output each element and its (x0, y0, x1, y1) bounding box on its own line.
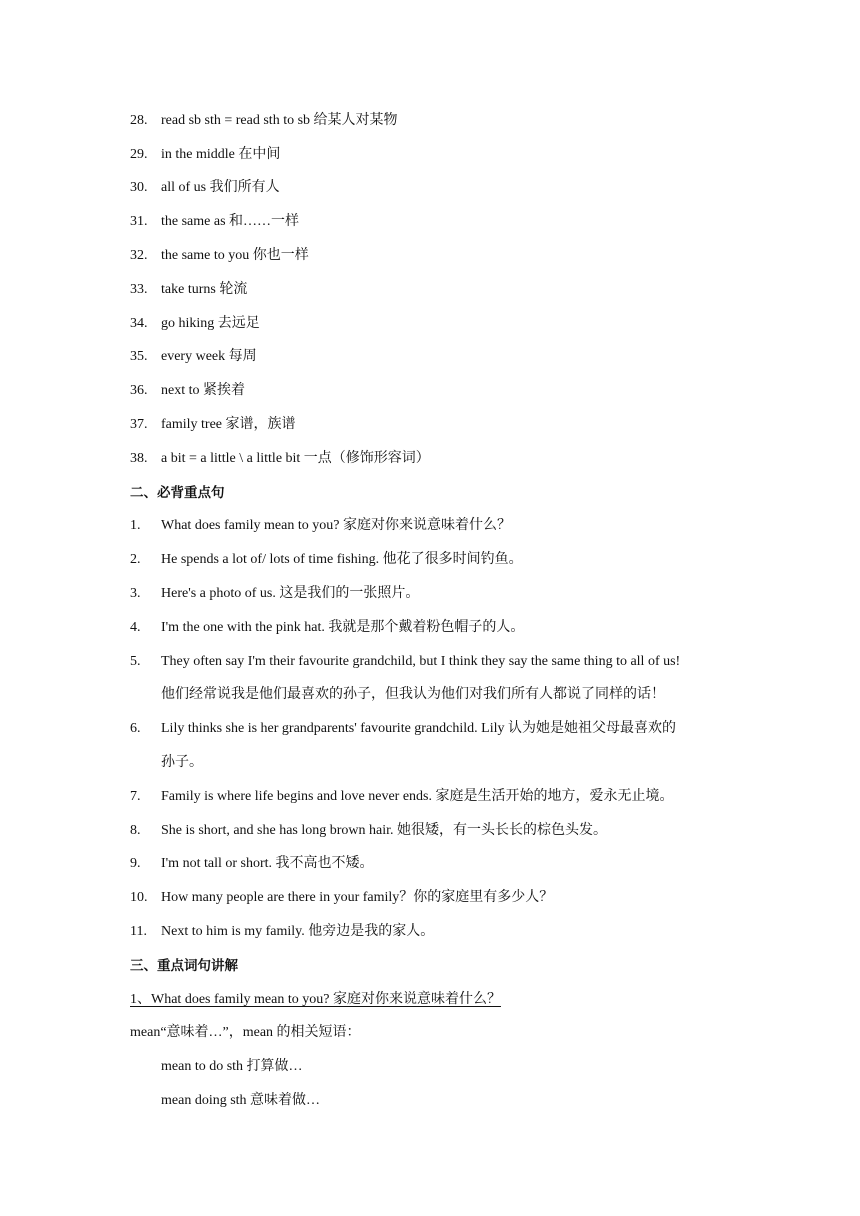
list-item (0, 617, 860, 639)
item-text: all of us 我们所有人 (161, 180, 280, 195)
item-number: 9. (130, 856, 141, 871)
item-text: How many people are there in your family？你的家庭里有多少人？ (161, 890, 554, 905)
item-text: I'm the one with the pink hat. 我就是那个戴着粉色帽子的人。 (161, 620, 525, 635)
phrase-line: mean to do sth 打算做… (161, 1059, 303, 1074)
item-number: 36. (130, 383, 148, 398)
item-number: 30. (130, 180, 148, 195)
item-number: 11. (130, 924, 147, 939)
item-number: 31. (130, 214, 148, 229)
list-item (0, 313, 860, 335)
list-item (0, 820, 860, 842)
list-item (0, 211, 860, 233)
item-text: He spends a lot of/ lots of time fishing. 他花了很多时间钓鱼。 (161, 552, 523, 567)
list-item (0, 1090, 860, 1112)
item-number: 10. (130, 890, 148, 905)
item-number: 2. (130, 552, 141, 567)
list-item (0, 887, 860, 909)
list-item (0, 245, 860, 267)
item-number: 32. (130, 248, 148, 263)
item-text: Lily thinks she is her grandparents' favourite grandchild. Lily 认为她是她祖父母最喜欢的 (161, 721, 676, 736)
item-text: next to 紧挨着 (161, 383, 245, 398)
item-number: 35. (130, 349, 148, 364)
item-number: 5. (130, 654, 141, 669)
list-item (0, 177, 860, 199)
item-number: 1. (130, 518, 141, 533)
item-text: 孙子。 (161, 755, 203, 770)
list-item (0, 718, 860, 740)
item-text: They often say I'm their favourite grandchild, but I think they say the same thing to all of us! (161, 654, 681, 669)
list-item (0, 110, 860, 132)
list-item (0, 853, 860, 875)
list-item (0, 1056, 860, 1078)
list-item (0, 144, 860, 166)
item-text: every week 每周 (161, 349, 257, 364)
item-number: 7. (130, 789, 141, 804)
paragraph (0, 1022, 860, 1044)
item-number: 28. (130, 113, 148, 128)
item-text: Here's a photo of us. 这是我们的一张照片。 (161, 586, 420, 601)
list-item (0, 448, 860, 470)
item-text: Family is where life begins and love never ends. 家庭是生活开始的地方，爱永无止境。 (161, 789, 674, 804)
item-number: 29. (130, 147, 148, 162)
list-item (0, 786, 860, 808)
list-item (0, 549, 860, 571)
item-number: 38. (130, 451, 148, 466)
item-number: 3. (130, 586, 141, 601)
list-item (0, 346, 860, 368)
list-item (0, 921, 860, 943)
item-number: 34. (130, 316, 148, 331)
point-subheading: 1、What does family mean to you? 家庭对你来说意味着什么？ (130, 992, 501, 1007)
item-number: 8. (130, 823, 141, 838)
item-text: I'm not tall or short. 我不高也不矮。 (161, 856, 374, 871)
section-heading (0, 955, 860, 977)
item-text: Next to him is my family. 他旁边是我的家人。 (161, 924, 435, 939)
item-number: 33. (130, 282, 148, 297)
list-item (0, 380, 860, 402)
item-text: read sb sth = read sth to sb 给某人对某物 (161, 113, 398, 128)
item-number: 37. (130, 417, 148, 432)
item-text: family tree 家谱，族谱 (161, 417, 296, 432)
item-text: in the middle 在中间 (161, 147, 281, 162)
item-text: She is short, and she has long brown hair. 她很矮，有一头长长的棕色头发。 (161, 823, 608, 838)
section-heading (0, 482, 860, 504)
section-3-title: 三、重点词句讲解 (130, 958, 238, 974)
list-item (0, 651, 860, 673)
item-text: take turns 轮流 (161, 282, 248, 297)
phrase-line: mean doing sth 意味着做… (161, 1093, 321, 1108)
list-item (0, 583, 860, 605)
subheading-row (0, 989, 860, 1011)
intro-text: mean“意味着…”，mean 的相关短语： (130, 1025, 361, 1040)
item-text: the same as 和……一样 (161, 214, 300, 229)
list-item (0, 414, 860, 436)
item-text: What does family mean to you? 家庭对你来说意味着什么？ (161, 518, 511, 533)
item-number: 6. (130, 721, 141, 736)
item-text: the same to you 你也一样 (161, 248, 309, 263)
list-item-continuation (0, 684, 860, 706)
section-2-title: 二、必背重点句 (130, 485, 225, 501)
item-text: 他们经常说我是他们最喜欢的孙子，但我认为他们对我们所有人都说了同样的话！ (161, 687, 665, 702)
item-text: a bit = a little \ a little bit 一点（修饰形容词） (161, 451, 430, 466)
list-item-continuation (0, 752, 860, 774)
list-item (0, 279, 860, 301)
list-item (0, 515, 860, 537)
item-text: go hiking 去远足 (161, 316, 260, 331)
item-number: 4. (130, 620, 141, 635)
